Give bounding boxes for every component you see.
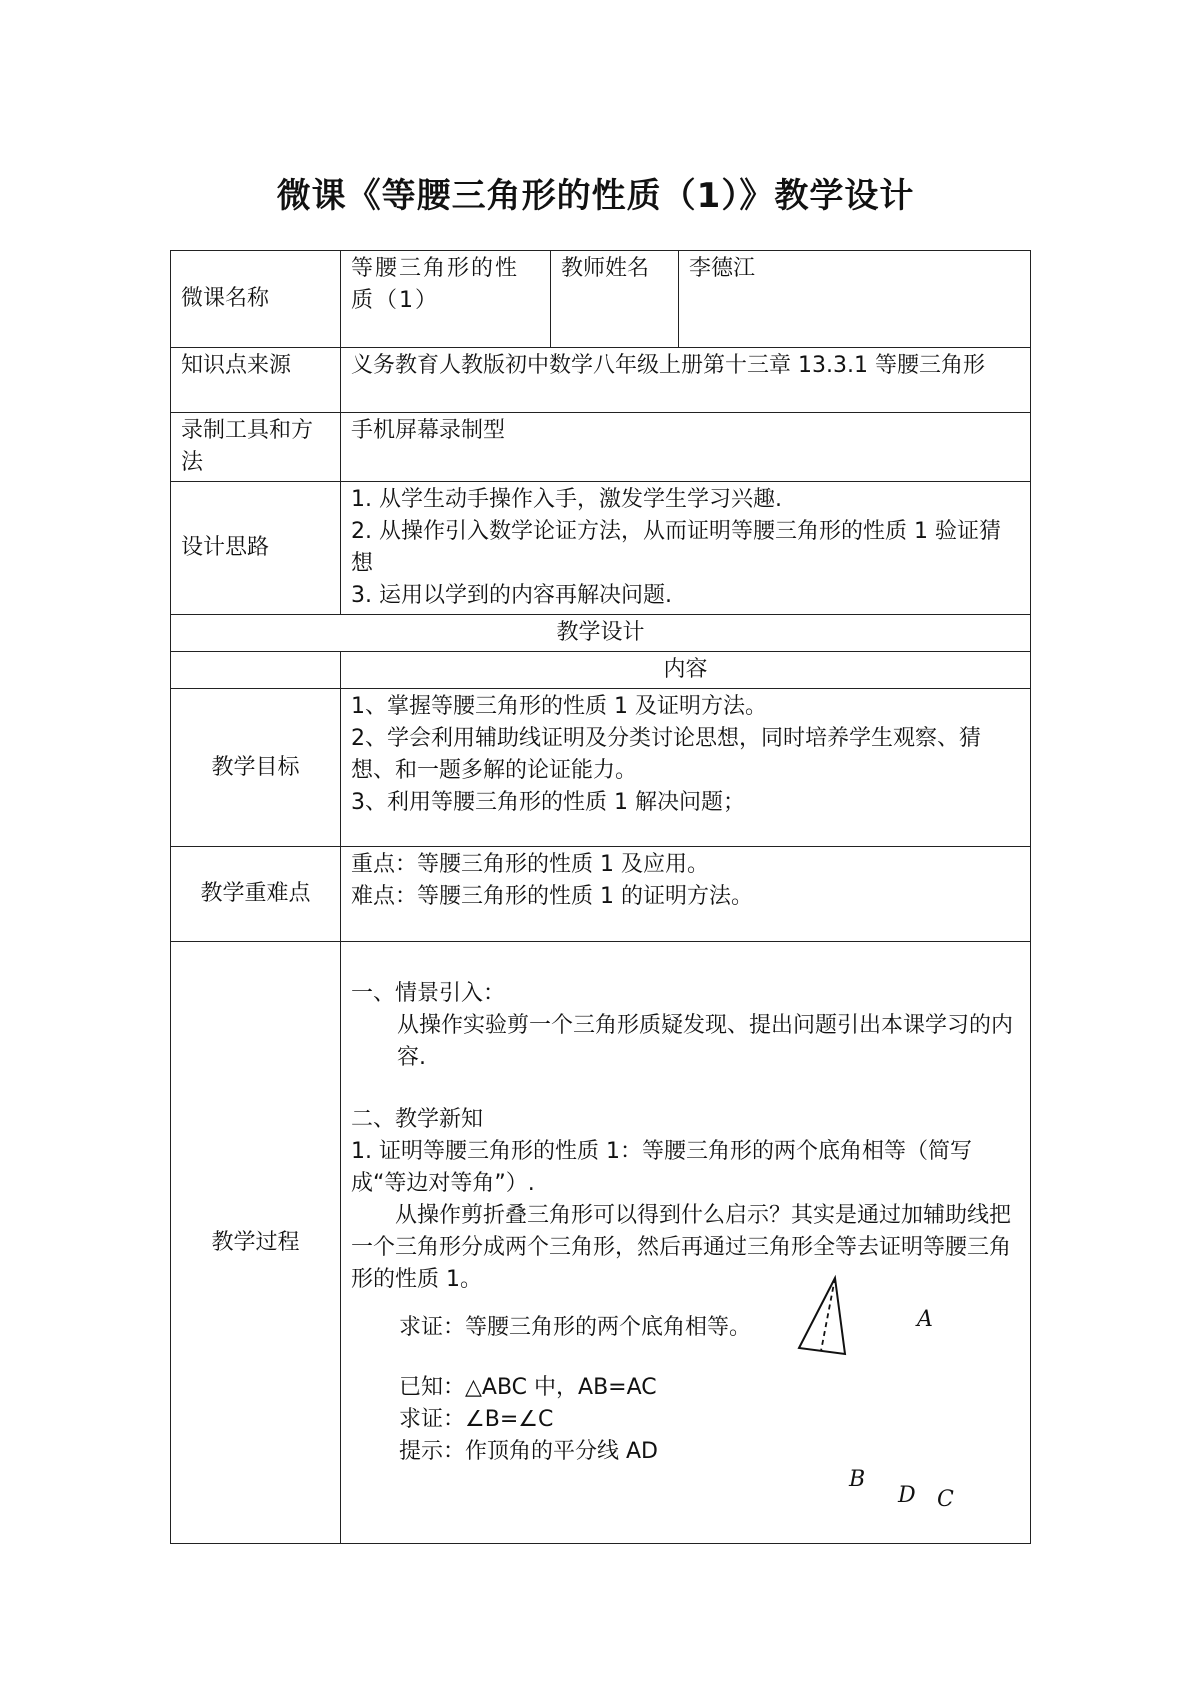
page-title: 微课《等腰三角形的性质（1）》教学设计	[276, 176, 915, 216]
knowledge-source-label: 知识点来源	[171, 348, 341, 413]
teacher-name-label: 教师姓名	[551, 251, 679, 348]
design-idea-line: 1. 从学生动手操作入手，激发学生学习兴趣.	[351, 487, 782, 512]
row-teaching-design-header	[171, 615, 1031, 652]
content-header: 内容	[341, 652, 1031, 689]
property-statement: 1. 证明等腰三角形的性质 1：等腰三角形的两个底角相等（简写成“等边对等角”）.	[351, 1139, 972, 1196]
row-design-idea	[171, 482, 1031, 615]
design-idea-label: 设计思路	[171, 482, 341, 615]
explanation-paragraph: 从操作剪折叠三角形可以得到什么启示？其实是通过加辅助线把一个三角形分成两个三角形，然后再通过三角形全等去证明等腰三角形的性质 1。	[351, 1203, 1012, 1292]
teacher-name-value: 李德江	[679, 251, 1031, 348]
row-content-header	[171, 652, 1031, 689]
recording-tool-value: 手机屏幕录制型	[341, 413, 1031, 482]
recording-tool-label: 录制工具和方法	[171, 413, 341, 482]
row-teaching-goals	[171, 689, 1031, 847]
design-idea-line: 2. 从操作引入数学论证方法，从而证明等腰三角形的性质 1 验证猜想	[351, 519, 1001, 576]
goal-line: 2、学会利用辅助线证明及分类讨论思想，同时培养学生观察、猜想、和一题多解的论证能力。	[351, 726, 981, 783]
design-idea-line: 3. 运用以学到的内容再解决问题.	[351, 583, 672, 608]
goal-line: 3、利用等腰三角形的性质 1 解决问题；	[351, 790, 745, 815]
row-key-points	[171, 847, 1031, 942]
row-knowledge-source	[171, 348, 1031, 413]
teaching-process-content	[341, 942, 1031, 1544]
goal-line: 1、掌握等腰三角形的性质 1 及证明方法。	[351, 694, 767, 719]
point-c-label: C	[937, 1487, 954, 1512]
teaching-process-label: 教学过程	[171, 942, 341, 1544]
knowledge-source-value: 义务教育人教版初中数学八年级上册第十三章 13.3.1 等腰三角形	[341, 348, 1031, 413]
content-header-blank	[171, 652, 341, 689]
point-b-label: B	[849, 1467, 866, 1492]
key-points-label: 教学重难点	[171, 847, 341, 942]
design-idea-content	[341, 482, 1031, 615]
point-d-label: D	[898, 1483, 916, 1508]
row-course-name	[171, 251, 1031, 348]
section-new-knowledge-title: 二、教学新知	[351, 1107, 484, 1132]
teaching-goals-content	[341, 689, 1031, 847]
course-name-value: 等腰三角形的性质（1）	[341, 251, 551, 348]
key-points-content	[341, 847, 1031, 942]
teaching-design-header: 教学设计	[171, 615, 1031, 652]
hint-statement: 提示：作顶角的平分线 AD	[399, 1439, 658, 1464]
triangle-figure	[793, 1274, 853, 1356]
key-point-line: 重点：等腰三角形的性质 1 及应用。	[351, 852, 709, 877]
key-point-line: 难点：等腰三角形的性质 1 的证明方法。	[351, 884, 753, 909]
section-intro-body: 从操作实验剪一个三角形质疑发现、提出问题引出本课学习的内容.	[397, 1013, 1014, 1070]
section-intro-title: 一、情景引入：	[351, 981, 506, 1006]
teaching-goals-label: 教学目标	[171, 689, 341, 847]
course-name-label: 微课名称	[171, 251, 341, 348]
row-recording-tool	[171, 413, 1031, 482]
design-table	[170, 250, 1031, 1544]
prove-angles-statement: 求证：∠B=∠C	[399, 1407, 554, 1432]
point-a-label: A	[917, 1307, 933, 1332]
prove-statement: 求证：等腰三角形的两个底角相等。	[399, 1315, 752, 1340]
given-statement: 已知：△ABC 中，AB=AC	[399, 1375, 657, 1400]
row-teaching-process	[171, 942, 1031, 1544]
